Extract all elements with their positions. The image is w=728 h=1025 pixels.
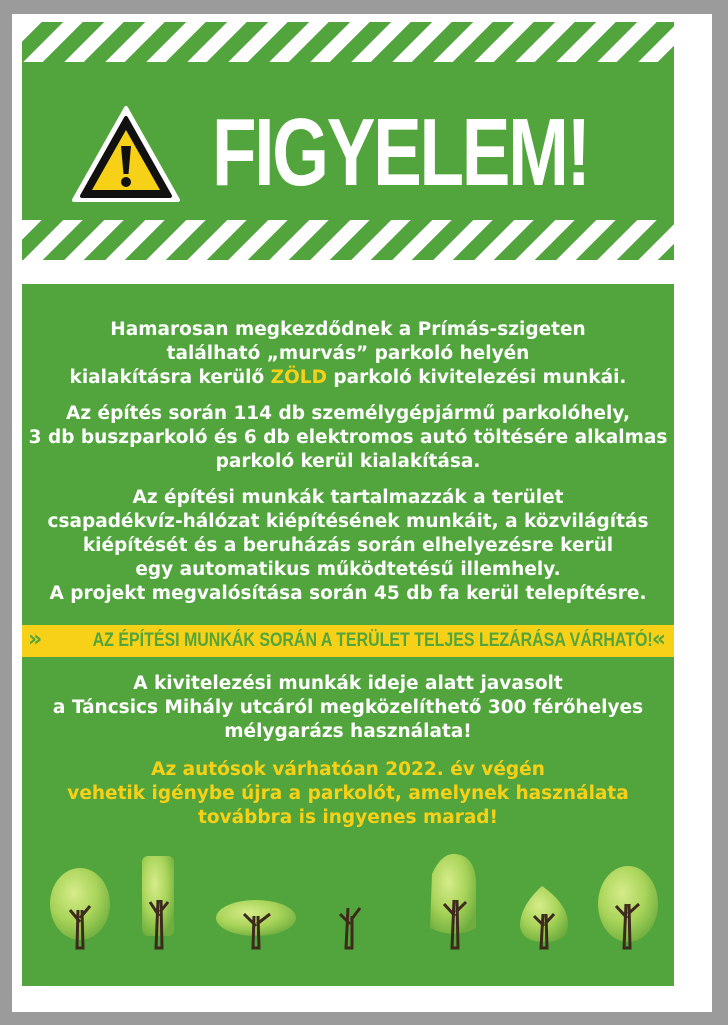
zold-highlight: ZÖLD: [270, 367, 327, 388]
garage-line: A kivitelezési munkák ideje alatt javasolt: [133, 673, 563, 694]
intro-line: Hamarosan megkezdődnek a Prímás-szigeten: [110, 319, 586, 340]
columnar-tree-icon: [430, 854, 476, 948]
bush-tree-icon: [216, 900, 296, 948]
works-paragraph: [22, 486, 674, 606]
warning-triangle-icon: [70, 104, 182, 204]
hazard-stripes-top: [22, 22, 674, 62]
garage-line: a Táncsics Mihály utcáról megközelíthető 300 férőhelyes: [52, 697, 644, 718]
notice-paragraph: [22, 758, 674, 830]
intro-line: [22, 366, 674, 390]
works-line: Az építési munkák tartalmazzák a terület: [132, 487, 564, 508]
conical-tree-icon: [520, 886, 568, 948]
parking-line: parkoló kerül kialakítása.: [215, 451, 481, 472]
garage-paragraph: [22, 672, 674, 744]
round-tree-icon: [598, 866, 658, 948]
double-chevron-right-icon: »: [28, 627, 43, 652]
intro-paragraph: [22, 318, 674, 390]
notice-line: továbbra is ingyenes marad!: [197, 807, 498, 828]
intro-text: parkoló kivitelezési munkái.: [326, 367, 627, 388]
page-title: FIGYELEM!: [212, 99, 589, 206]
closure-banner: [22, 625, 674, 657]
parking-line: 3 db buszparkoló és 6 db elektromos autó töltésére alkalmas: [28, 427, 668, 448]
notice-line: vehetik igénybe újra a parkolót, amelynek használata: [67, 783, 629, 804]
round-tree-icon: [50, 868, 110, 948]
works-line: egy automatikus működtetésű illemhely.: [135, 559, 561, 580]
parking-line: Az építés során 114 db személygépjármű parkolóhely,: [66, 403, 630, 424]
works-line: kiépítését és a beruházás során elhelyezésre kerül: [82, 535, 614, 556]
works-line: csapadékvíz-hálózat kiépítésének munkáit, a közvilágítás: [47, 511, 649, 532]
tall-tree-icon: [142, 856, 174, 948]
trees-illustration: [22, 844, 674, 986]
closure-text: AZ ÉPÍTÉSI MUNKÁK SORÁN A TERÜLET TELJES LEZÁRÁSA VÁRHATÓ!: [92, 630, 653, 651]
works-line: A projekt megvalósítása során 45 db fa kerül telepítésre.: [49, 583, 647, 604]
shrub-icon: [334, 874, 390, 948]
double-chevron-left-icon: «: [651, 627, 666, 652]
hazard-stripes-bottom: [22, 220, 674, 260]
header-panel: [22, 22, 674, 260]
notice-line: Az autósok várhatóan 2022. év végén: [151, 759, 545, 780]
parking-paragraph: [22, 402, 674, 474]
intro-line: található „murvás” parkoló helyén: [166, 343, 530, 364]
main-panel: [22, 284, 674, 986]
garage-line: mélygarázs használata!: [224, 721, 472, 742]
intro-text: kialakításra kerülő: [69, 367, 271, 388]
